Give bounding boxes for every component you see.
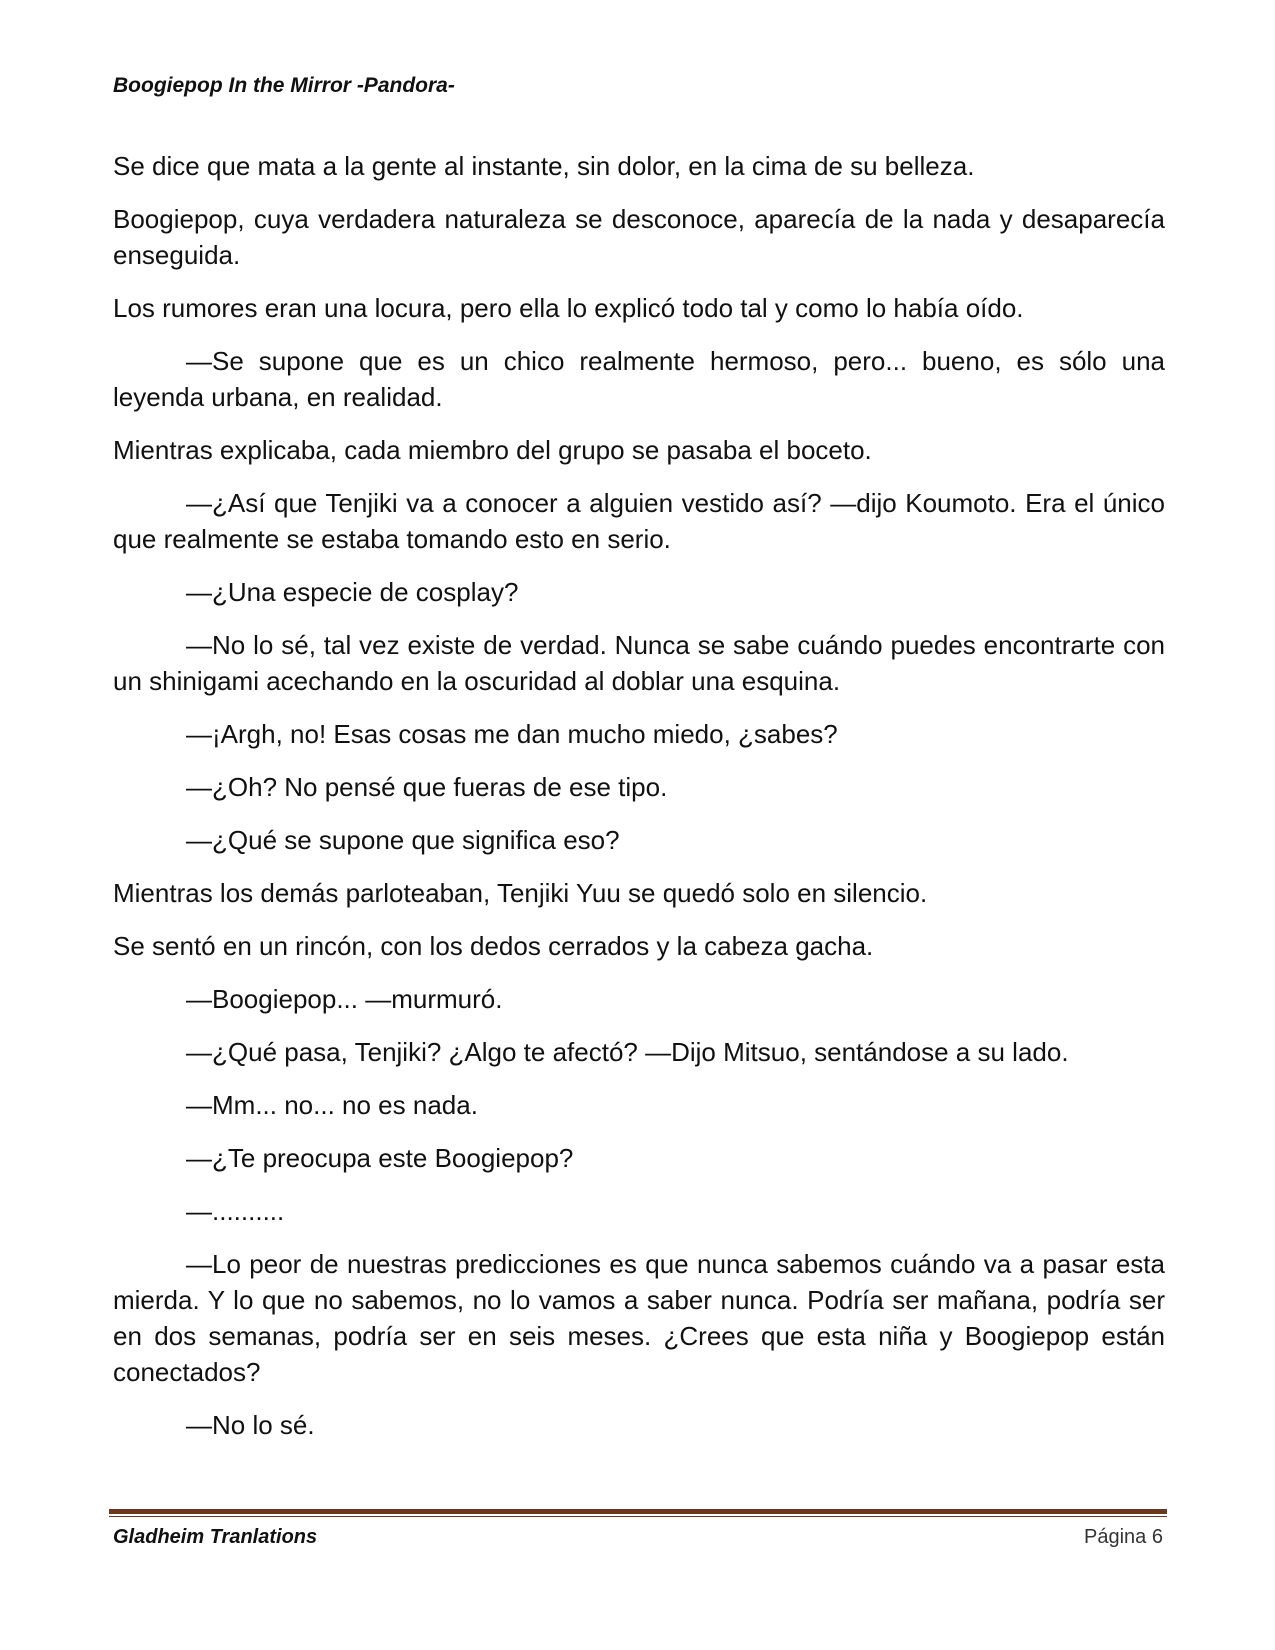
dialogue-paragraph: —¿Qué pasa, Tenjiki? ¿Algo te afectó? —Dijo Mitsuo, sentándose a su lado.: [186, 1037, 1069, 1067]
paragraph: Los rumores eran una locura, pero ella lo explicó todo tal y como lo había oído.: [113, 293, 1024, 323]
dialogue-paragraph: —¿Te preocupa este Boogiepop?: [186, 1143, 574, 1173]
page-header-title: Boogiepop In the Mirror -Pandora-: [113, 74, 455, 97]
paragraph: Boogiepop, cuya verdadera naturaleza se desconoce, aparecía de la nada y desaparecía enseguida.: [113, 204, 1165, 270]
footer-publisher: Gladheim Tranlations: [113, 1526, 318, 1548]
paragraph: Se dice que mata a la gente al instante, sin dolor, en la cima de su belleza.: [113, 151, 975, 181]
footer-divider-thin: [109, 1516, 1167, 1517]
page-number: 6: [1151, 1526, 1163, 1548]
dialogue-paragraph: —¿Así que Tenjiki va a conocer a alguien vestido así? —dijo Koumoto. Era el único que realmente se estaba tomando esto en serio.: [113, 488, 1165, 554]
dialogue-paragraph: —Boogiepop... —murmuró.: [186, 984, 503, 1014]
footer-divider-thick: [109, 1509, 1167, 1514]
dialogue-paragraph: —¿Oh? No pensé que fueras de ese tipo.: [186, 772, 668, 802]
footer-divider: [109, 1509, 1167, 1517]
dialogue-paragraph: —¿Una especie de cosplay?: [186, 577, 519, 607]
dialogue-paragraph: —..........: [186, 1196, 285, 1226]
page-number-label: [1084, 1526, 1163, 1549]
paragraph: Mientras los demás parloteaban, Tenjiki Yuu se quedó solo en silencio.: [113, 878, 928, 908]
dialogue-paragraph: —Lo peor de nuestras predicciones es que nunca sabemos cuándo va a pasar esta mierda. Y lo que no sabemos, no lo vamos a saber nunca. Podría ser mañana, podría ser en dos semanas, podría ser en seis meses. ¿Crees que esta niña y Boogiepop están conectados?: [113, 1249, 1165, 1387]
dialogue-paragraph: —¿Qué se supone que significa eso?: [186, 825, 620, 855]
body-text: [113, 148, 1165, 1460]
dialogue-paragraph: —Se supone que es un chico realmente hermoso, pero... bueno, es sólo una leyenda urbana, en realidad.: [113, 346, 1165, 412]
dialogue-paragraph: —No lo sé.: [186, 1410, 315, 1440]
paragraph: Se sentó en un rincón, con los dedos cerrados y la cabeza gacha.: [113, 931, 874, 961]
dialogue-paragraph: —No lo sé, tal vez existe de verdad. Nunca se sabe cuándo puedes encontrarte con un shinigami acechando en la oscuridad al doblar una esquina.: [113, 630, 1165, 696]
page-label: Página: [1084, 1526, 1147, 1548]
dialogue-paragraph: —Mm... no... no es nada.: [186, 1090, 478, 1120]
paragraph: Mientras explicaba, cada miembro del grupo se pasaba el boceto.: [113, 435, 872, 465]
dialogue-paragraph: —¡Argh, no! Esas cosas me dan mucho miedo, ¿sabes?: [186, 719, 838, 749]
